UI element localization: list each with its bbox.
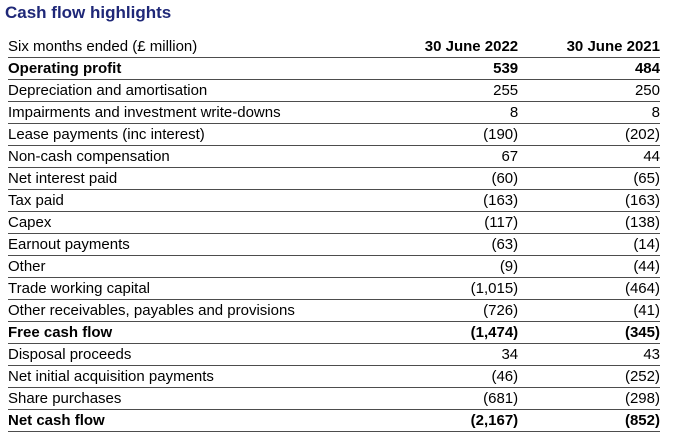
table-row-total — [8, 58, 660, 80]
row-value-2021: (298) — [518, 388, 660, 410]
row-value-2022: (46) — [375, 366, 518, 388]
row-value-2021: (252) — [518, 366, 660, 388]
table-row — [8, 388, 660, 410]
row-value-2021: 250 — [518, 80, 660, 102]
row-label: Other receivables, payables and provisions — [8, 300, 375, 322]
row-value-2021: (44) — [518, 256, 660, 278]
cash-flow-table-header — [8, 36, 660, 58]
table-row — [8, 278, 660, 300]
row-value-2022: (63) — [375, 234, 518, 256]
row-label: Operating profit — [8, 58, 375, 80]
column-header-2021: 30 June 2021 — [518, 36, 660, 58]
column-header-period: Six months ended (£ million) — [8, 36, 375, 58]
row-value-2022: (117) — [375, 212, 518, 234]
row-label: Depreciation and amortisation — [8, 80, 375, 102]
table-row-total — [8, 322, 660, 344]
row-value-2022: (163) — [375, 190, 518, 212]
table-row — [8, 300, 660, 322]
row-label: Earnout payments — [8, 234, 375, 256]
row-value-2022: (60) — [375, 168, 518, 190]
row-value-2021: (138) — [518, 212, 660, 234]
cash-flow-table — [8, 36, 660, 432]
row-label: Net cash flow — [8, 410, 375, 432]
table-row — [8, 366, 660, 388]
row-value-2021: (464) — [518, 278, 660, 300]
row-value-2021: 484 — [518, 58, 660, 80]
row-label: Lease payments (inc interest) — [8, 124, 375, 146]
row-value-2022: (9) — [375, 256, 518, 278]
row-label: Net initial acquisition payments — [8, 366, 375, 388]
row-value-2021: (202) — [518, 124, 660, 146]
page-title: Cash flow highlights — [5, 3, 172, 22]
table-row — [8, 190, 660, 212]
row-value-2021: (14) — [518, 234, 660, 256]
table-row — [8, 146, 660, 168]
table-row — [8, 344, 660, 366]
row-value-2022: (2,167) — [375, 410, 518, 432]
table-row — [8, 212, 660, 234]
row-value-2022: (726) — [375, 300, 518, 322]
row-value-2022: 34 — [375, 344, 518, 366]
table-row — [8, 168, 660, 190]
cash-flow-table-body — [8, 58, 660, 432]
row-label: Free cash flow — [8, 322, 375, 344]
row-label: Disposal proceeds — [8, 344, 375, 366]
row-label: Other — [8, 256, 375, 278]
table-row — [8, 102, 660, 124]
table-row — [8, 124, 660, 146]
row-label: Non-cash compensation — [8, 146, 375, 168]
row-label: Impairments and investment write-downs — [8, 102, 375, 124]
row-label: Net interest paid — [8, 168, 375, 190]
row-value-2022: (190) — [375, 124, 518, 146]
table-row — [8, 234, 660, 256]
row-value-2022: (1,474) — [375, 322, 518, 344]
row-value-2021: (65) — [518, 168, 660, 190]
row-value-2021: (345) — [518, 322, 660, 344]
table-row — [8, 80, 660, 102]
row-value-2022: (681) — [375, 388, 518, 410]
column-header-2022: 30 June 2022 — [375, 36, 518, 58]
row-value-2022: 8 — [375, 102, 518, 124]
table-row — [8, 256, 660, 278]
row-value-2021: 43 — [518, 344, 660, 366]
row-label: Tax paid — [8, 190, 375, 212]
row-label: Trade working capital — [8, 278, 375, 300]
table-row-total — [8, 410, 660, 432]
row-value-2021: (852) — [518, 410, 660, 432]
row-value-2021: 44 — [518, 146, 660, 168]
row-value-2022: 255 — [375, 80, 518, 102]
row-value-2021: 8 — [518, 102, 660, 124]
row-label: Capex — [8, 212, 375, 234]
row-value-2022: (1,015) — [375, 278, 518, 300]
row-value-2021: (41) — [518, 300, 660, 322]
row-value-2022: 67 — [375, 146, 518, 168]
row-label: Share purchases — [8, 388, 375, 410]
table-header-row — [8, 36, 660, 58]
row-value-2021: (163) — [518, 190, 660, 212]
row-value-2022: 539 — [375, 58, 518, 80]
